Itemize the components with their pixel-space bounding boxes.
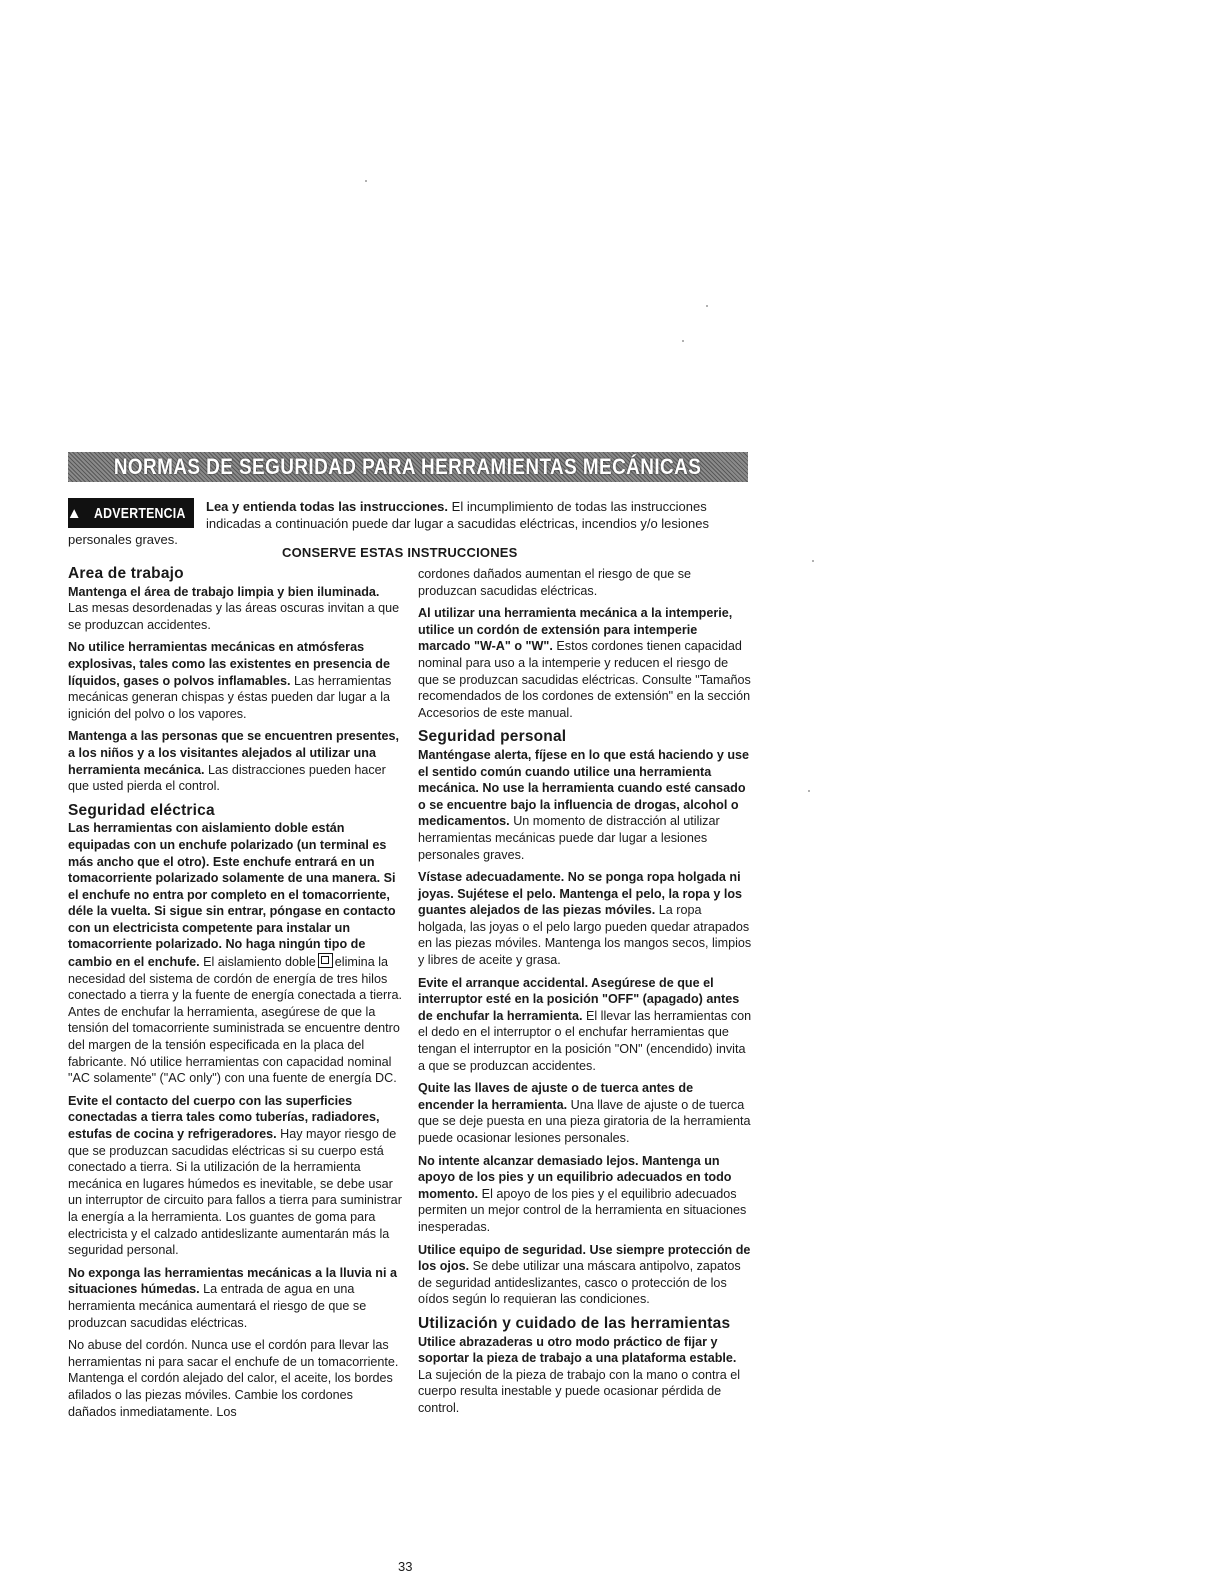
paragraph-text: Las herramientas mecánicas generan chispas y éstas pueden dar lugar a la ignición del polvo o los vapores.: [68, 673, 392, 721]
warning-label: ADVERTENCIA: [93, 504, 186, 522]
paragraph: [418, 1334, 752, 1417]
paragraph-bold: Utilice abrazaderas u otro modo práctico de fijar y soportar la pieza de trabajo a una plataforma estable.: [418, 1334, 737, 1366]
warning-triangle-icon: ▲: [66, 504, 82, 522]
scan-speck: [682, 340, 684, 342]
paragraph: [418, 975, 752, 1075]
paragraph: [68, 728, 402, 794]
scan-speck: [812, 560, 814, 562]
paragraph-bold: Al utilizar una herramienta mecánica a la intemperie, utilice un cordón de extensión para intemperie marcado "W-A" o "W".: [418, 606, 733, 654]
scan-speck: [365, 180, 367, 182]
warning-lead-text: El incumplimiento de todas las instrucciones indicadas a continuación puede dar lugar a sacudidas eléctricas, incendios y/o lesiones: [206, 499, 709, 531]
paragraph-bold: Quite las llaves de ajuste o de tuerca antes de encender la herramienta.: [418, 1081, 694, 1112]
warning-intro: [206, 498, 736, 532]
paragraph-bold: Evite el arranque accidental. Asegúrese de que el interruptor esté en la posición "OFF" (apagado) antes de enchufar la herramienta.: [418, 975, 740, 1023]
paragraph: [68, 584, 402, 634]
paragraph-text: Hay mayor riesgo de que se produzcan sacudidas eléctricas si su cuerpo está conectado a tierra. Si la utilización de la herramienta mecánica en lugares húmedos es inevitable, se debe usar un interruptor de circuito para fallos a tierra para suministrar la energía a la herramienta. Los guantes de goma para electricista y el calzado antideslizante aumentarán más la seguridad personal.: [68, 1127, 402, 1258]
paragraph-text: La entrada de agua en una herramienta mecánica aumentará el riesgo de que se produzcan sacudidas eléctricas.: [68, 1282, 367, 1330]
paragraph-bold: No utilice herramientas mecánicas en atmósferas explosivas, tales como las existentes en presencia de líquidos, gases o polvos inflamables.: [68, 640, 391, 688]
paragraph: [418, 605, 752, 721]
paragraph-text: Las mesas desordenadas y las áreas oscuras invitan a que se produzcan accidentes.: [68, 601, 400, 632]
paragraph-bold: No exponga las herramientas mecánicas a la lluvia ni a situaciones húmedas.: [68, 1265, 397, 1297]
paragraph-text: Un momento de distracción al utilizar herramientas mecánicas puede dar lugar a lesiones personales graves.: [418, 814, 720, 862]
heading-seguridad-electrica: Seguridad eléctrica: [68, 801, 215, 819]
paragraph-bold: Mantenga a las personas que se encuentren presentes, a los niños y a los visitantes alejados al utilizar una herramienta mecánica.: [68, 729, 400, 777]
section-banner: [68, 452, 748, 482]
paragraph-text: Las distracciones pueden hacer que usted pierda el control.: [68, 762, 386, 794]
paragraph: [418, 747, 752, 863]
paragraph-bold: Evite el contacto del cuerpo con las superficies conectadas a tierra tales como tuberías, radiadores, estufas de cocina y refrigeradores.: [68, 1093, 380, 1141]
warning-lead-bold: Lea y entienda todas las instrucciones.: [206, 499, 449, 514]
warning-intro-continued: personales graves.: [68, 532, 178, 547]
paragraph-bold: Mantenga el área de trabajo limpia y bien iluminada.: [68, 584, 380, 599]
paragraph-text: El aislamiento doble: [203, 955, 316, 970]
paragraph: No abuse del cordón. Nunca use el cordón para llevar las herramientas ni para sacar el enchufe de un tomacorriente. Mantenga el cordón alejado del calor, el aceite, los bordes afilados o las piezas móviles. Cambie los cordones dañados inmediatamente. Los: [68, 1338, 399, 1419]
paragraph-text: El llevar las herramientas con el dedo en el interruptor o el enchufar herramientas que tengan el interruptor en la posición "ON" (encendido) invita a que se produzcan accidentes.: [418, 1008, 752, 1073]
paragraph-bold: Vístase adecuadamente. No se ponga ropa holgada ni joyas. Sujétese el pelo. Mantenga el pelo, la ropa y los guantes alejados de las piezas móviles.: [418, 870, 743, 918]
heading-utilizacion-cuidado: Utilización y cuidado de las herramientas: [418, 1314, 731, 1332]
paragraph: [418, 1080, 752, 1146]
heading-seguridad-personal: Seguridad personal: [418, 728, 567, 746]
paragraph-text: La ropa holgada, las joyas o el pelo largo pueden quedar atrapados en las piezas móviles. Mantenga los mangos secos, limpios y libres de aceite y grasa.: [418, 903, 752, 968]
right-column: [418, 566, 752, 1423]
paragraph: [418, 869, 752, 969]
paragraph-bold: No intente alcanzar demasiado lejos. Mantenga un apoyo de los pies y un equilibrio adecuados en todo momento.: [418, 1153, 732, 1201]
section-title: NORMAS DE SEGURIDAD PARA HERRAMIENTAS MECÁNICAS: [114, 454, 702, 479]
heading-area-de-trabajo: Area de trabajo: [68, 565, 184, 582]
conserve-heading: CONSERVE ESTAS INSTRUCCIONES: [282, 545, 518, 560]
page-number: 33: [398, 1559, 413, 1574]
double-insulation-icon: [318, 953, 333, 968]
paragraph: [68, 1265, 402, 1331]
paragraph-bold: Las herramientas con aislamiento doble están equipadas con un enchufe polarizado (un terminal es más ancho que el otro). Este enchufe entrará en un tomacorriente polarizado solamente de una manera. Si el enchufe no entra por completo en el tomacorriente, déle la vuelta. Si sigue sin entrar, póngase en contacto con un electricista competente para instalar un tomacorriente polarizado. No haga ningún tipo de cambio en el enchufe.: [68, 821, 396, 970]
paragraph-text: La sujeción de la pieza de trabajo con la mano o contra el cuerpo resulta inestable y puede ocasionar pérdida de control.: [418, 1367, 741, 1415]
paragraph: [68, 1093, 402, 1259]
scan-speck: [706, 305, 708, 307]
warning-badge: [68, 498, 194, 528]
paragraph: cordones dañados aumentan el riesgo de que se produzcan sacudidas eléctricas.: [418, 567, 692, 598]
paragraph-text: Una llave de ajuste o de tuerca que se deje puesta en una pieza giratoria de la herramienta puede ocasionar lesiones personales.: [418, 1097, 751, 1145]
scan-speck: [808, 790, 810, 792]
paragraph: [418, 1242, 752, 1308]
left-column: [68, 566, 402, 1426]
paragraph-text: Se debe utilizar una máscara antipolvo, zapatos de seguridad antideslizantes, casco o protección de los oídos según lo requieran las condiciones.: [418, 1259, 741, 1307]
paragraph-text: elimina la necesidad del sistema de cordón de energía de tres hilos conectado a tierra y la fuente de energía conectada a tierra. Antes de enchufar la herramienta, asegúrese de que la tensión del tomacorriente suministrada se encuentre dentro del margen de la tensión especificada en la placa del fabricante. Nó utilice herramientas con capacidad nominal "AC solamente" ("AC only") con una fuente de energía DC.: [68, 955, 402, 1086]
paragraph: [418, 1153, 752, 1236]
paragraph: [68, 639, 402, 722]
paragraph-text: Estos cordones tienen capacidad nominal para uso a la intemperie y reducen el riesgo de que se produzcan sacudidas eléctricas. Consulte "Tamaños recomendados de los cordones de extensión" en la sección Accesorios de este manual.: [418, 639, 751, 720]
paragraph-bold: Utilice equipo de seguridad. Use siempre protección de los ojos.: [418, 1242, 751, 1274]
paragraph: [68, 820, 402, 1087]
paragraph-text: El apoyo de los pies y el equilibrio adecuados permiten un mejor control de la herramienta en situaciones inesperadas.: [418, 1186, 747, 1234]
paragraph-bold: Manténgase alerta, fíjese en lo que está haciendo y use el sentido común cuando utilice una herramienta mecánica. No use la herramienta cuando esté cansado o se encuentre bajo la influencia de drogas, alcohol o medicamentos.: [418, 747, 750, 829]
